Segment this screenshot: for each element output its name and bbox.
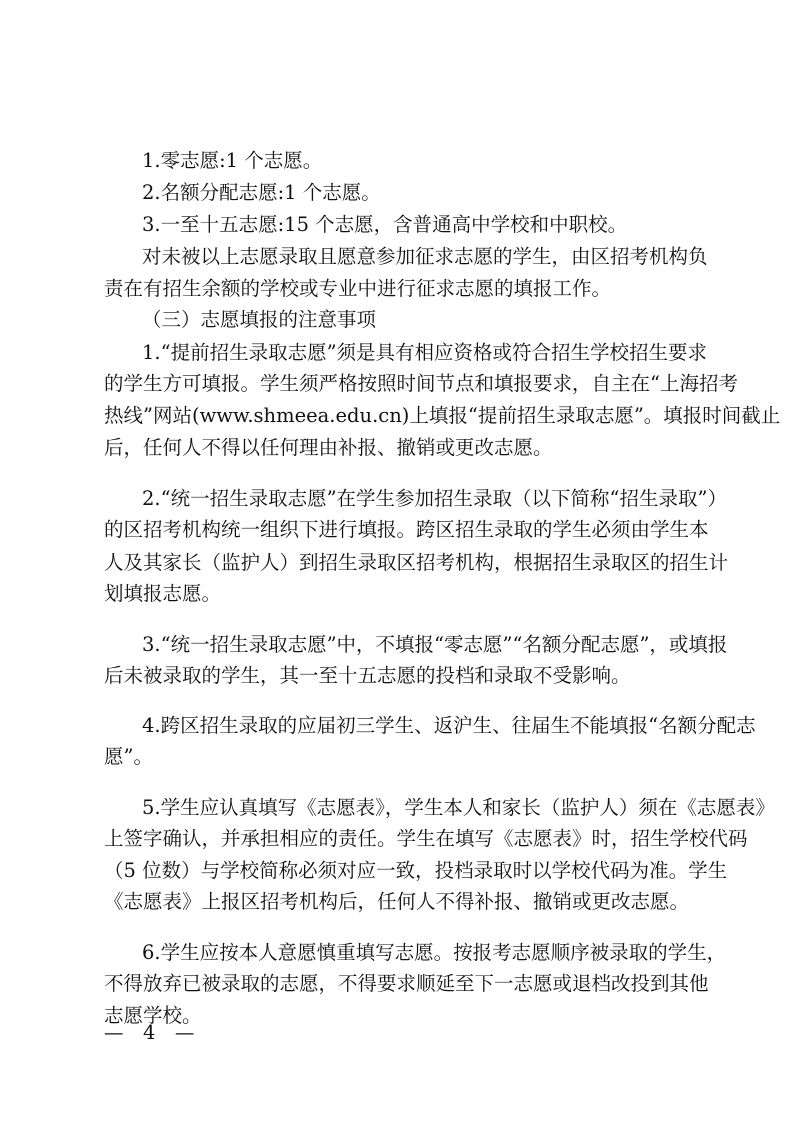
paragraph-line: 后未被录取的学生，其一至十五志愿的投档和录取不受影响。: [104, 664, 631, 688]
paragraph-line: 2.“统一招生录取志愿”在学生参加招生录取（以下简称“招生录取”）: [142, 486, 727, 510]
paragraph-line: 上签字确认，并承担相应的责任。学生在填写《志愿表》时，招生学校代码: [104, 827, 748, 851]
paragraph-line: 划填报志愿。: [104, 582, 222, 606]
page-number: — 4 —: [104, 1021, 195, 1044]
paragraph-line: 2.名额分配志愿:1 个志愿。: [142, 181, 381, 205]
paragraph-line: 志愿学校。: [104, 1004, 202, 1027]
paragraph-line: 的学生方可填报。学生须严格按照时间节点和填报要求，自主在“上海招考: [104, 372, 738, 396]
paragraph-line: 3.“统一招生录取志愿”中，不填报“零志愿”“名额分配志愿”，或填报: [142, 632, 728, 656]
paragraph-line: 对未被以上志愿录取且愿意参加征求志愿的学生，由区招考机构负: [142, 245, 708, 269]
paragraph-line: 热线”网站(www.shmeea.edu.cn)上填报“提前招生录取志愿”。填报时间截止: [104, 403, 781, 427]
paragraph-line: 1.零志愿:1 个志愿。: [142, 149, 323, 172]
paragraph-line: 愿”。: [104, 745, 153, 769]
paragraph-line: 1.“提前招生录取志愿”须是具有相应资格或符合招生学校招生要求: [142, 340, 708, 364]
paragraph-line: （5 位数）与学校简称必须对应一致，投档录取时以学校代码为准。学生: [104, 858, 728, 882]
section-heading: （三）志愿填报的注意事项: [142, 308, 377, 332]
paragraph-line: 《志愿表》上报区招考机构后，任何人不得补报、撤销或更改志愿。: [104, 890, 690, 914]
paragraph-line: 的区招考机构统一组织下进行填报。跨区招生录取的学生必须由学生本: [104, 518, 709, 542]
paragraph-line: 人及其家长（监护人）到招生录取区招考机构，根据招生录取区的招生计: [104, 550, 729, 574]
paragraph-line: 4.跨区招生录取的应届初三学生、返沪生、往届生不能填报“名额分配志: [142, 713, 756, 737]
paragraph-line: 不得放弃已被录取的志愿，不得要求顺延至下一志愿或退档改投到其他: [104, 972, 709, 996]
paragraph-line: 后，任何人不得以任何理由补报、撤销或更改志愿。: [104, 436, 553, 460]
paragraph-line: 3.一至十五志愿:15 个志愿，含普通高中学校和中职校。: [142, 212, 628, 236]
paragraph-line: 5.学生应认真填写《志愿表》，学生本人和家长（监护人）须在《志愿表》: [142, 795, 775, 819]
paragraph-line: 责在有招生余额的学校或专业中进行征求志愿的填报工作。: [104, 276, 612, 300]
paragraph-line: 6.学生应按本人意愿慎重填写志愿。按报考志愿顺序被录取的学生，: [142, 940, 727, 964]
